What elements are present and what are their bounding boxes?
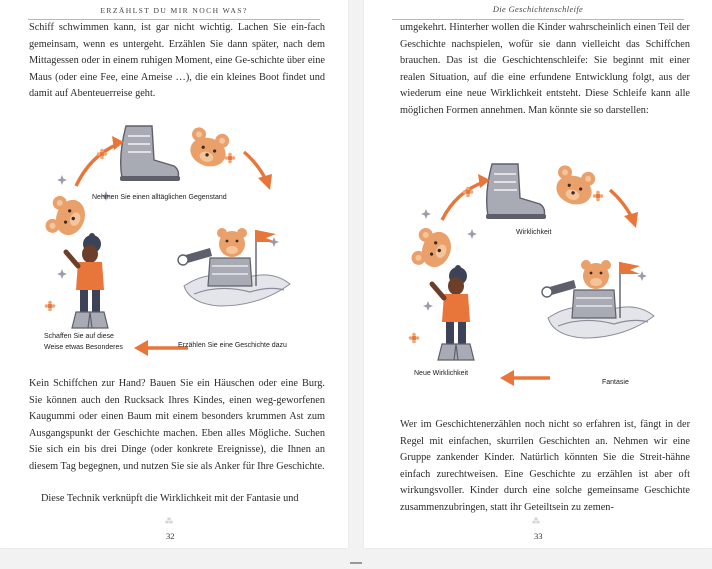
child-icon [432, 265, 474, 360]
flower-icon [593, 191, 604, 202]
story-loop-illustration [402, 160, 682, 390]
teddy-bear-icon [550, 163, 598, 209]
flower-icon [45, 301, 56, 312]
flower-icon [225, 153, 236, 164]
arrow-icon [244, 152, 272, 190]
star-icon [269, 237, 279, 247]
running-head: ERZÄHLST DU MIR NOCH WAS? [100, 6, 248, 15]
flower-icon [409, 333, 420, 344]
boot-icon [486, 164, 546, 219]
body-paragraph: Wer im Geschichtenerzählen noch nicht so erfahren ist, fängt in der Regel mit einfachen, skurrilen Geschichten an. Nehmen wir eine Gruppe zankender Kinder. Natürlich könnten Sie die Streit-hähne einfach zurechtweisen. Eine Geschichte zu erzählen ist aber oft wirkungsvoller. Kinder durch eine solche gemeinsame Geschichte zusammenzubringen, statt ihr Geteiltsein zu zemen- [400, 419, 690, 513]
body-paragraph-continued: Diese Technik verknüpft die Wirklichkeit mit der Fantasie und [41, 493, 299, 504]
star-icon [637, 271, 647, 281]
bear-in-boat-icon [548, 260, 654, 338]
star-icon [421, 209, 431, 219]
running-head: Die Geschichtenschleife [492, 5, 584, 14]
body-paragraph-intro: umgekehrt. Hinterher wollen die Kinder wahrscheinlich einen Teil der Geschichte nachspielen, wofür sie dann vielleicht das Schiffchen brauchen. Das ist die Geschichtenschleife: Sie beginnt mit einer realen Situation, auf die eine erfundene Entwicklung folgt, aus der wiederum eine neue Wirklichkeit entsteht. Diese Schleife kann alle möglichen Formen annehmen. Man könnte sie so darstellen: [400, 22, 690, 116]
spine-marker [350, 562, 362, 564]
arrow-icon [500, 370, 550, 386]
teddy-bear-icon [43, 193, 90, 242]
telescope-icon [542, 280, 576, 297]
arrow-icon [610, 190, 638, 228]
arrow-icon [76, 136, 124, 186]
caption-left-line2: Weise etwas Besonderes [44, 344, 123, 351]
caption-top: Nehmen Sie einen alltäglichen Gegenstand [92, 194, 227, 201]
right-page [364, 0, 712, 548]
left-page [0, 0, 348, 548]
page-number: 33 [534, 531, 543, 541]
arrow-icon [442, 174, 490, 220]
telescope-icon [178, 248, 212, 265]
caption-left: Neue Wirklichkeit [414, 370, 469, 377]
boot-icon [120, 126, 180, 181]
caption-top: Wirklichkeit [516, 229, 552, 236]
caption-left-line1: Schaffen Sie auf diese [44, 333, 114, 340]
teddy-bear-icon [409, 225, 456, 274]
teddy-bear-icon [184, 125, 232, 171]
body-paragraph: Kein Schiffchen zur Hand? Bauen Sie ein Häuschen oder eine Burg. Sie können auch den Rucksack Ihres Kindes, einen weg-geworfenen Kaugummi oder einen Baum mit einem besonders krummen Ast zum Ausgangspunkt der Geschichte machen. Eben alles Mögliche. Suchen Sie sich ein bis drei Dinge (oder konkrete Ereignisse), die Ihnen an diesem Tag begegnen, und nutzen Sie sie als Anker für Ihre Geschichte. [29, 378, 325, 472]
star-icon [57, 175, 67, 185]
folio-ornament: ⁂ [165, 517, 174, 526]
folio-ornament: ⁂ [532, 517, 541, 526]
star-icon [57, 269, 67, 279]
body-paragraph-intro: Schiff schwimmen kann, ist gar nicht wichtig. Lachen Sie ein-fach gemeinsam, wenn es untergeht. Erzählen Sie dann später, nach dem Mittagessen oder in einem ruhigen Moment, eine Ge-schichte über eine Maus (oder eine Fee, eine Ameise …), die ein kleines Boot findet und damit auf Abenteuerreise geht. [29, 22, 325, 99]
caption-right: Fantasie [602, 379, 629, 386]
star-icon [423, 301, 433, 311]
star-icon [467, 229, 477, 239]
story-loop-illustration [36, 118, 316, 363]
child-icon [66, 233, 108, 328]
page-number: 32 [166, 531, 175, 541]
caption-right: Erzählen Sie eine Geschichte dazu [178, 342, 287, 349]
